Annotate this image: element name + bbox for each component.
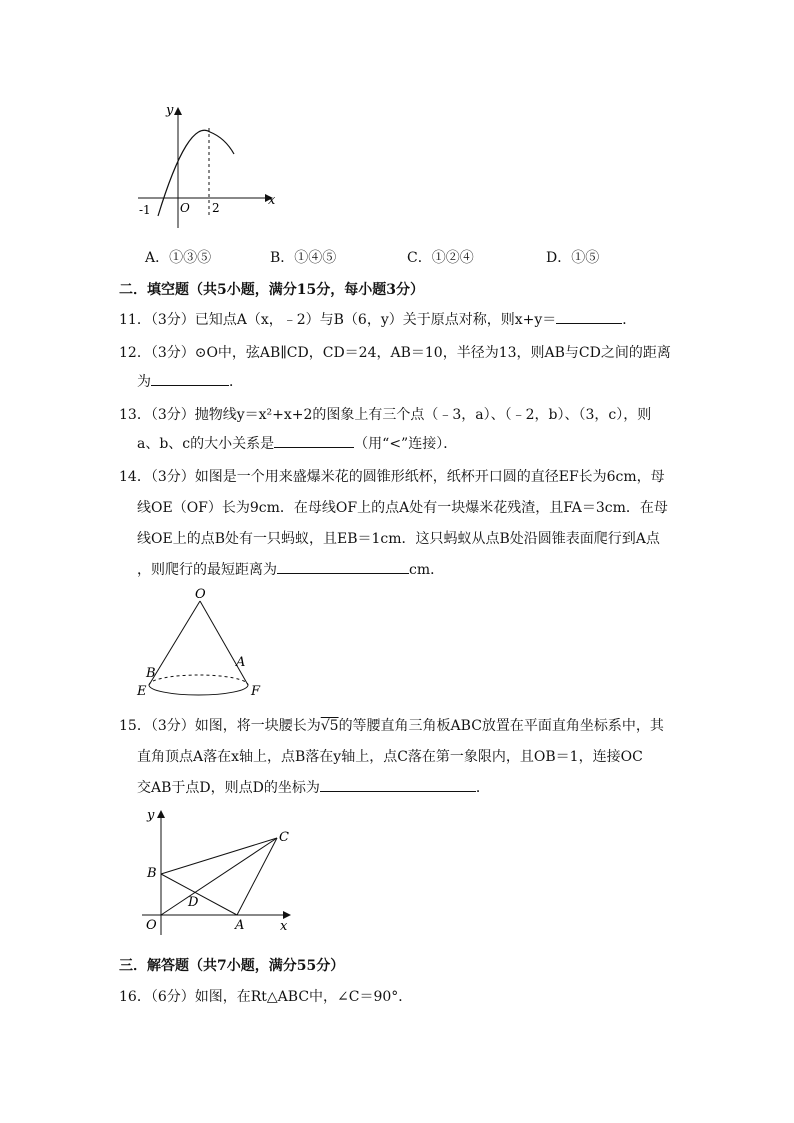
question-11: 11．（3分）已知点A（x，﹣2）与B（6，y）关于原点对称，则x+y＝ ． bbox=[119, 312, 637, 328]
segment-bc bbox=[161, 838, 277, 874]
option-b: B．①④⑤ bbox=[270, 250, 337, 266]
sqrt-five: √5 bbox=[320, 718, 339, 734]
label-a: A bbox=[236, 655, 246, 670]
segment-ab bbox=[161, 874, 237, 915]
option-d: D．①⑤ bbox=[546, 250, 600, 266]
question-15-line-3: 交AB于点D，则点D的坐标为 ． bbox=[137, 780, 490, 796]
question-14-line-1: 14．（3分）如图是一个用来盛爆米花的圆锥形纸杯，纸杯开口圆的直径EF长为6cm，母 bbox=[119, 469, 665, 485]
section-2-heading: 二．填空题（共5小题，满分15分，每小题3分） bbox=[119, 282, 424, 298]
option-c: C．①②④ bbox=[407, 250, 474, 266]
label-o: O bbox=[195, 587, 206, 602]
answer-blank bbox=[151, 372, 229, 386]
base-back-arc bbox=[149, 675, 248, 685]
question-14-line-4: ，则爬行的最短距离为 cm． bbox=[137, 562, 445, 578]
answer-blank bbox=[277, 560, 409, 574]
question-13-line-1: 13．（3分）抛物线y＝x²+x+2的图象上有三个点（﹣3，a）、（﹣2，b）、（3，c），则 bbox=[119, 407, 652, 423]
question-12-line-1: 12．（3分）⊙O中，弦AB∥CD，CD＝24，AB＝10，半径为13，则AB与CD之间的距离 bbox=[119, 345, 671, 361]
label-x: x bbox=[280, 919, 288, 934]
question-16: 16．（6分）如图，在Rt△ABC中，∠C＝90°． bbox=[119, 989, 413, 1005]
answer-blank bbox=[320, 778, 476, 792]
parabola-figure bbox=[130, 98, 290, 238]
neg-one-label: -1 bbox=[139, 203, 151, 217]
triangle-coordinate-figure bbox=[140, 805, 300, 940]
generatrix-oe bbox=[149, 601, 200, 685]
label-b: B bbox=[146, 666, 156, 681]
y-label: y bbox=[166, 103, 174, 118]
label-y: y bbox=[147, 808, 155, 823]
label-f: F bbox=[251, 684, 261, 699]
question-15-line-2: 直角顶点A落在x轴上，点B落在y轴上，点C落在第一象限内，且OB＝1，连接OC bbox=[137, 749, 643, 765]
label-o: O bbox=[146, 918, 157, 933]
question-15-line-1: 15．（3分）如图，将一块腰长为√5的等腰直角三角板ABC放置在平面直角坐标系中，其 bbox=[119, 718, 664, 734]
label-d: D bbox=[188, 895, 199, 910]
label-c: C bbox=[279, 830, 289, 845]
segment-oc bbox=[161, 838, 277, 915]
label-b: B bbox=[147, 866, 157, 881]
section-3-heading: 三．解答题（共7小题，满分55分） bbox=[119, 958, 345, 974]
question-14-line-3: 线OE上的点B处有一只蚂蚁，且EB＝1cm．这只蚂蚁从点B处沿圆锥表面爬行到A点 bbox=[137, 531, 660, 547]
parabola-curve bbox=[158, 130, 234, 216]
question-13-line-2: a、b、c的大小关系是 （用“<”连接）． bbox=[137, 436, 458, 452]
answer-blank bbox=[274, 434, 354, 448]
label-a: A bbox=[235, 918, 245, 933]
label-e: E bbox=[137, 684, 147, 699]
question-12-line-2: 为 ． bbox=[137, 374, 243, 390]
answer-blank bbox=[556, 310, 622, 324]
base-front-arc bbox=[149, 685, 248, 695]
question-14-line-2: 线OE（OF）长为9cm．在母线OF上的点A处有一块爆米花残渣，且FA＝3cm．在母 bbox=[137, 500, 668, 516]
option-a: A．①③⑤ bbox=[145, 250, 212, 266]
segment-ac bbox=[237, 838, 277, 915]
origin-label: O bbox=[180, 201, 190, 215]
two-label: 2 bbox=[212, 201, 220, 215]
x-label: x bbox=[268, 193, 276, 208]
cone-figure bbox=[132, 585, 272, 705]
generatrix-of bbox=[200, 601, 248, 685]
